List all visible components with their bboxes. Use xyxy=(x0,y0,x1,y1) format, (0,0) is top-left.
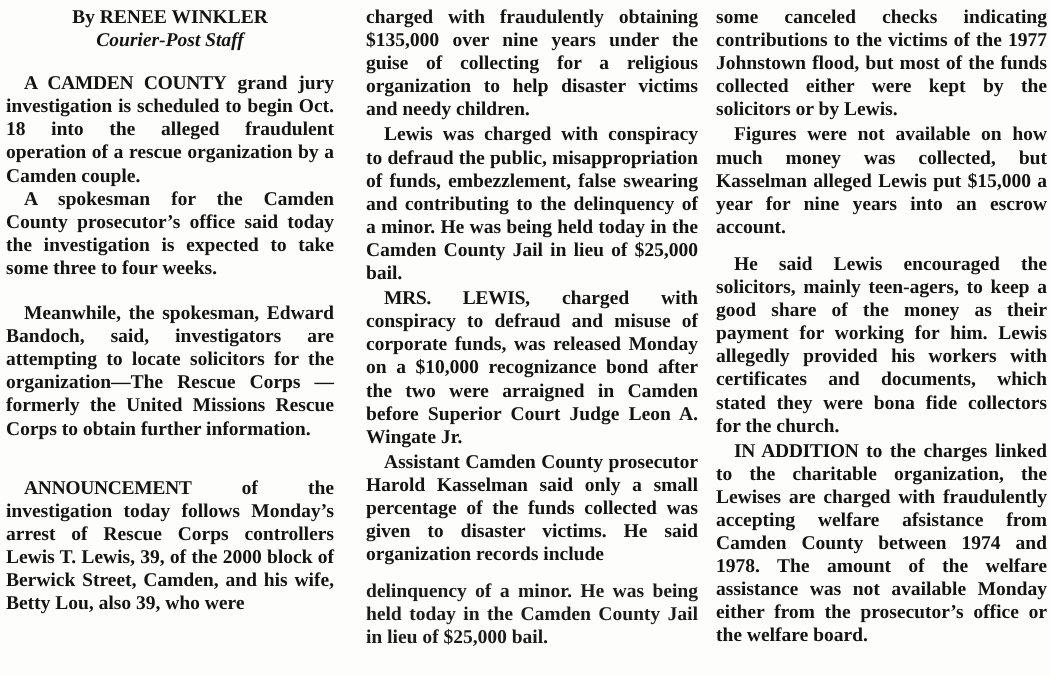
paragraph xyxy=(366,580,698,649)
paragraph-text: charged with fraudulently obtaining $135,000 over nine years under the guise of collecting for a religious organization to help disaster victims and needy children. xyxy=(366,7,698,121)
paragraph xyxy=(6,477,334,616)
paragraph xyxy=(716,440,1047,648)
paragraph-text: Lewis was charged with conspiracy to defraud the public, misappropriation of funds, embezzlement, false swearing and contributing to the delinquency of a minor. He was being held today in the Camden County Jail in lieu of $25,000 bail. xyxy=(366,124,698,285)
paragraph xyxy=(716,253,1047,438)
paragraph-text: some canceled checks indicating contributions to the victims of the 1977 Johnstown flood, but most of the funds collected either were kept by the solicitors or by Lewis. xyxy=(716,7,1047,121)
paragraph-text: He said Lewis encouraged the solicitors, mainly teen-agers, to keep a good share of the money as their payment for working for him. Lewis allegedly provided his workers with certificates and documents, which stated they were bona fide collectors for the church. xyxy=(716,253,1047,437)
paragraph xyxy=(366,123,698,285)
paragraph-text: delinquency of a minor. He was being held today in the Camden County Jail in lieu of $25,000 bail. xyxy=(366,581,698,649)
byline: By RENEE WINKLER xyxy=(72,7,268,28)
paragraph xyxy=(6,302,334,441)
paragraph xyxy=(366,451,698,566)
paragraph-text: A spokesman for the Camden County prosecutor’s office said today the investigation is expected to take some three to four weeks. xyxy=(6,188,334,279)
article-column-3 xyxy=(716,6,1047,648)
paragraph xyxy=(716,123,1047,238)
paragraph-text: of the investigation today follows Monday’s arrest of Rescue Corps controllers Lewis T. Lewis, 39, of the 2000 block of Berwick Street, Camden, and his wife, Betty Lou, also 39, who were xyxy=(6,477,334,615)
lead-in: MRS. LEWIS xyxy=(384,288,526,310)
paragraph-text: Assistant Camden County prosecutor Harold Kasselman said only a small percentage of the funds collected was given to disaster victims. He said organization records include xyxy=(366,451,698,566)
lead-in: A CAMDEN COUNTY xyxy=(24,73,227,95)
lead-in: IN ADDITION xyxy=(734,440,859,462)
paragraph-text: Meanwhile, the spokesman, Edward Bandoch, said, investigators are attempting to locate solicitors for the organization—The Rescue Corps — formerly the United Missions Rescue Corps to obtain further information. xyxy=(6,303,334,440)
paragraph-text: to the charges linked to the charitable organization, the Lewises are charged with fraudulently accepting welfare afsistance from Camden County between 1974 and 1978. The amount of the welfare assistance was not available Monday either from the prosecutor’s office or the welfare board. xyxy=(716,440,1047,647)
article-column-2 xyxy=(366,6,698,650)
paragraph-text: Figures were not available on how much money was collected, but Kasselman alleged Lewis put $15,000 a year for nine years into an escrow account. xyxy=(716,124,1047,238)
paragraph xyxy=(366,287,698,449)
byline-staff: Courier-Post Staff xyxy=(96,30,244,52)
paragraph xyxy=(6,188,334,280)
paragraph xyxy=(6,72,334,187)
article-column-1 xyxy=(6,6,334,615)
paragraph-text: , charged with conspiracy to defraud and misuse of corporate funds, was released Monday on a $10,000 recognizance bond after the two were arraigned in Camden before Superior Court Judge Leon A. Wingate Jr. xyxy=(366,288,699,448)
paragraph xyxy=(716,6,1047,121)
lead-in: ANNOUNCEMENT xyxy=(24,477,192,499)
paragraph xyxy=(366,6,698,121)
paragraph-text: grand jury investigation is scheduled to begin Oct. 18 into the alleged fraudulent operation of a rescue organization by a Camden couple. xyxy=(6,73,334,187)
